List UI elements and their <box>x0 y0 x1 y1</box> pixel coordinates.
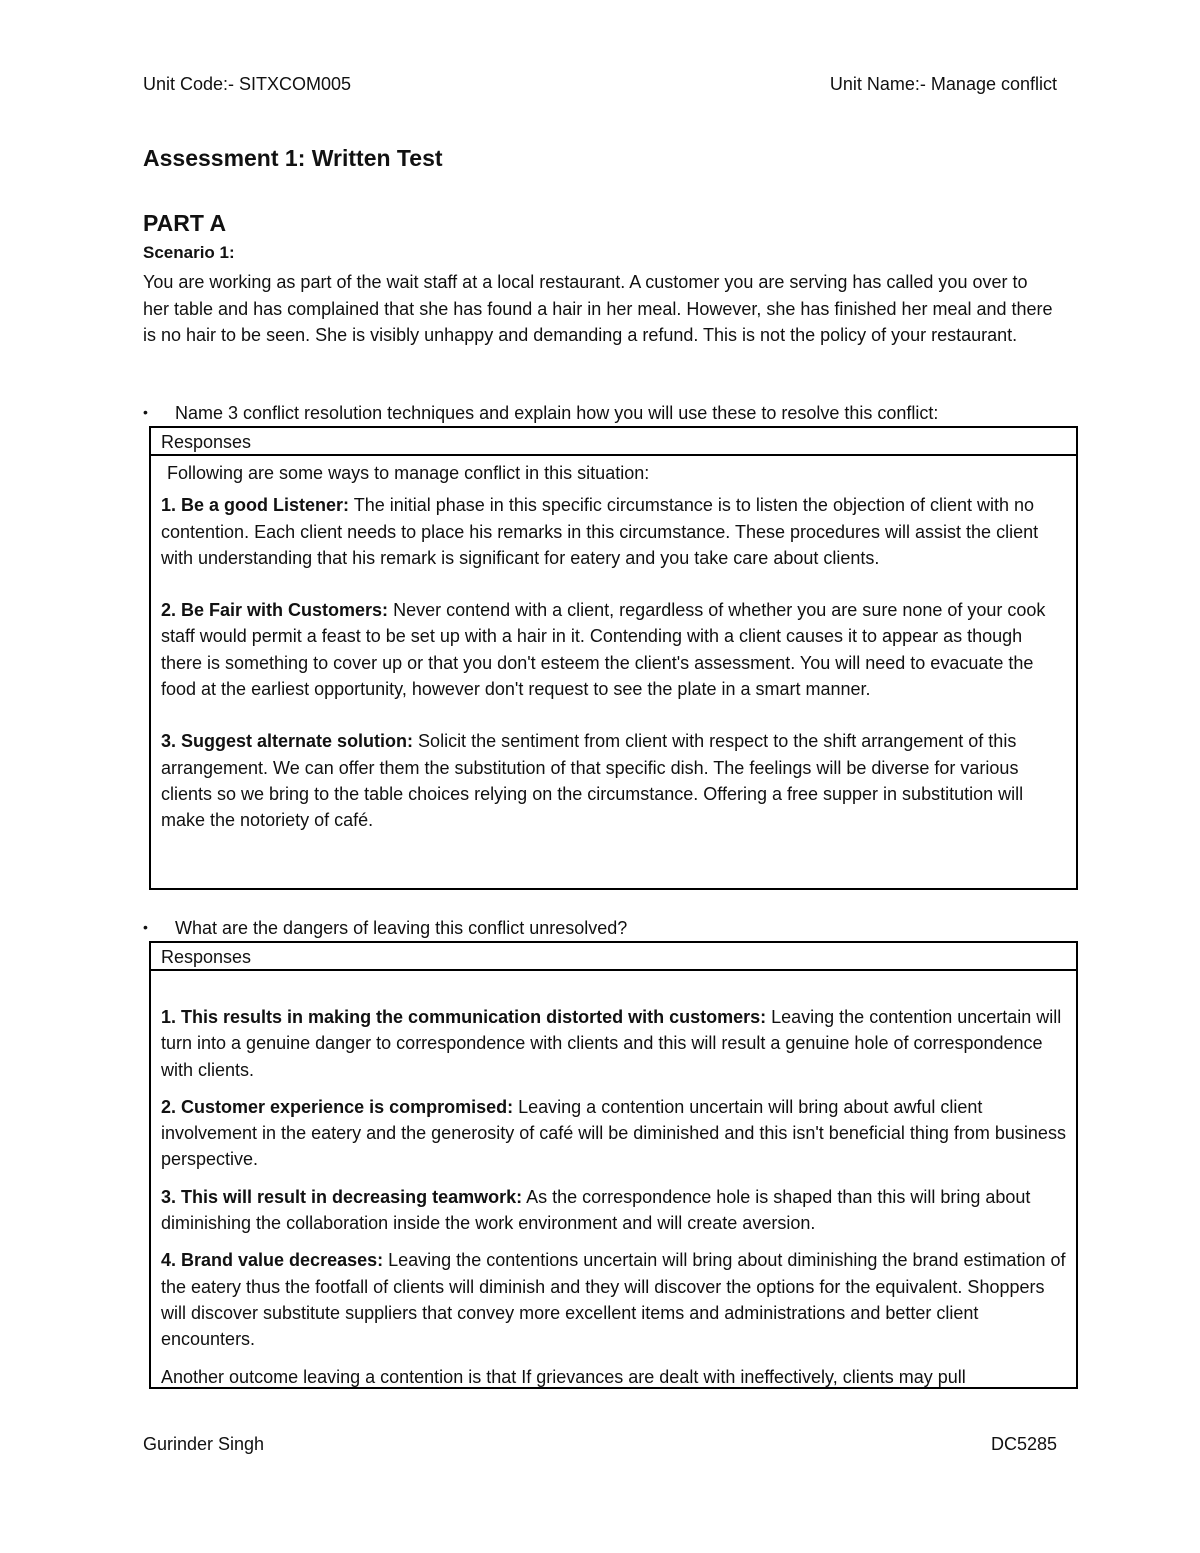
response-item-title: 2. Customer experience is compromised: <box>161 1096 514 1117</box>
response-item-text: Never contend with a client, regardless of whether you are sure none of your cook staff would permit a feast to be set up with a hair in it. Contending with a client causes it to appear as though there is something to cover up or that you don't esteem the client's assessment. You will need to evacuate the food at the earliest opportunity, however don't request to see the plate in a smart manner. <box>161 600 1046 700</box>
response-item <box>161 1094 1066 1173</box>
response-item-text: Leaving the contentions uncertain will bring about diminishing the brand estimation of the eatery thus the footfall of clients will diminish and they will discover the options for the equivalent. Shoppers will discover substitute suppliers that convey more excellent items and administrations and better client encounters. <box>161 1250 1066 1350</box>
response-item-title: 2. Be Fair with Customers: <box>161 600 389 621</box>
response-item <box>161 597 1066 702</box>
question-2 <box>143 918 627 939</box>
responses-box-1 <box>149 426 1078 890</box>
response-item <box>161 728 1066 833</box>
responses-header: Responses <box>151 428 1076 456</box>
response-closing: Another outcome leaving a contention is that If grievances are dealt with ineffectively, clients may pull <box>161 1366 966 1387</box>
response-item-text: Solicit the sentiment from client with respect to the shift arrangement of this arrangement. We can offer them the substitution of that specific dish. The feelings will be diverse for various clients so we bring to the table choices relying on the circumstance. Offering a free supper in substitution will make the notoriety of café. <box>161 731 1024 831</box>
response-item <box>161 1247 1066 1352</box>
scenario-label: Scenario 1: <box>143 243 235 262</box>
response-item-title: 1. Be a good Listener: <box>161 495 350 516</box>
question-1 <box>143 403 938 424</box>
response-item <box>161 492 1066 571</box>
page-title: Assessment 1: Written Test <box>143 145 443 171</box>
question-1-text: Name 3 conflict resolution techniques and explain how you will use these to resolve this conflict: <box>175 403 939 423</box>
unit-code: Unit Code:- SITXCOM005 <box>143 74 352 94</box>
scenario-text: You are working as part of the wait staff at a local restaurant. A customer you are serving has called you over to her table and has complained that she has found a hair in her meal. However, she has finished her meal and there is no hair to be seen. She is visibly unhappy and demanding a refund. This is not the policy of your restaurant. <box>143 272 1053 345</box>
response-item-text: As the correspondence hole is shaped than this will bring about diminishing the collaboration inside the work environment and will create aversion. <box>161 1186 1031 1234</box>
question-2-text: What are the dangers of leaving this conflict unresolved? <box>175 918 628 938</box>
response-item-title: 4. Brand value decreases: <box>161 1250 384 1271</box>
footer-author: Gurinder Singh <box>143 1434 265 1454</box>
response-item-title: 1. This results in making the communication distorted with customers: <box>161 1007 767 1027</box>
bullet-icon: • <box>143 404 148 420</box>
response-item-text: The initial phase in this specific circumstance is to listen the objection of client with no contention. Each client needs to place his remarks in this circumstance. These procedures will assist the client with understanding that his remark is significant for eatery and you take care about clients. <box>161 495 1039 568</box>
part-heading: PART A <box>143 210 227 236</box>
responses-intro: Following are some ways to manage conflict in this situation: <box>167 463 650 483</box>
bullet-icon: • <box>143 919 148 935</box>
unit-name: Unit Name:- Manage conflict <box>829 74 1057 94</box>
footer-id: DC5285 <box>990 1434 1057 1454</box>
response-item <box>161 1004 1066 1083</box>
responses-body <box>151 971 1076 1390</box>
response-item-title: 3. This will result in decreasing teamwork: <box>161 1186 523 1207</box>
responses-header: Responses <box>151 943 1076 971</box>
response-item-title: 3. Suggest alternate solution: <box>161 731 414 752</box>
response-item <box>161 1184 1066 1237</box>
responses-body <box>151 456 1076 834</box>
response-item-text: Leaving a contention uncertain will bring about awful client involvement in the eatery and the generosity of café will be diminished and this isn't beneficial thing from business perspective. <box>161 1096 1066 1170</box>
response-item-text: Leaving the contention uncertain will turn into a genuine danger to correspondence with clients and this will result a genuine hole of correspondence with clients. <box>161 1007 1062 1080</box>
responses-box-2 <box>149 941 1078 1389</box>
